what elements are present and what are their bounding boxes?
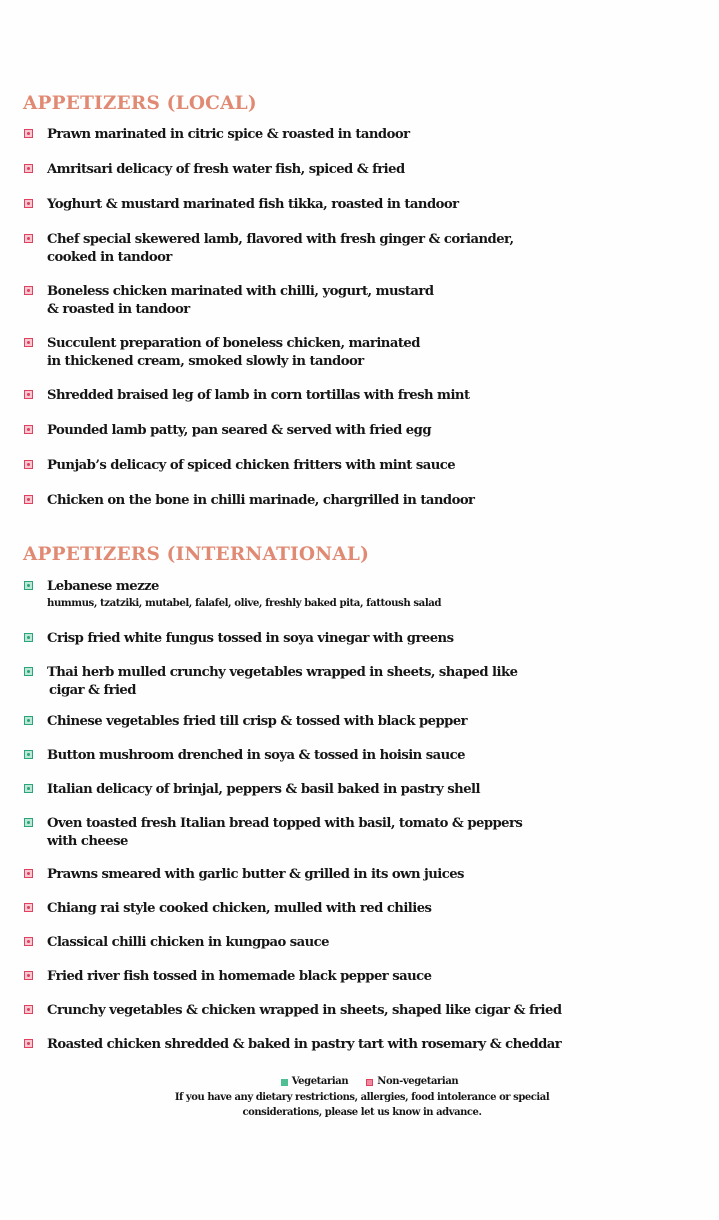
non-veg-marker-icon xyxy=(24,425,33,434)
menu-item xyxy=(24,968,607,986)
legend xyxy=(0,1075,719,1089)
veg-marker-icon xyxy=(24,633,33,642)
item-name: Roasted chicken shredded & baked in pastry tart with rosemary & cheddar xyxy=(47,1037,562,1052)
non-veg-marker-icon xyxy=(24,234,33,243)
item-name: Lebanese mezze xyxy=(47,579,159,594)
menu-item xyxy=(24,492,607,510)
veg-marker-icon xyxy=(24,581,33,590)
menu-item xyxy=(24,630,607,648)
menu-item xyxy=(24,781,607,799)
non-veg-marker-icon xyxy=(24,937,33,946)
item-name: Prawn marinated in citric spice & roasted in tandoor xyxy=(47,127,410,142)
item-name: Crisp fried white fungus tossed in soya vinegar with greens xyxy=(47,631,454,646)
veg-marker-icon xyxy=(24,750,33,759)
dietary-notice-line: considerations, please let us know in advance. xyxy=(242,1107,482,1118)
menu-item xyxy=(24,457,607,475)
menu-item xyxy=(24,815,607,850)
non-veg-marker-icon xyxy=(24,495,33,504)
item-name: Punjab’s delicacy of spiced chicken fritters with mint sauce xyxy=(47,458,456,473)
item-name: Chiang rai style cooked chicken, mulled with red chilies xyxy=(47,901,432,916)
non-veg-marker-icon xyxy=(24,199,33,208)
legend-vegetarian-label: Vegetarian xyxy=(291,1076,349,1087)
veg-marker-icon xyxy=(24,716,33,725)
item-name: Chinese vegetables fried till crisp & tossed with black pepper xyxy=(47,714,468,729)
section-title-local: APPETIZERS (LOCAL) xyxy=(23,93,257,114)
item-name: Thai herb mulled crunchy vegetables wrapped in sheets, shaped like xyxy=(47,665,518,680)
item-name: Italian delicacy of brinjal, peppers & basil baked in pastry shell xyxy=(47,782,480,797)
menu-footer xyxy=(0,1075,719,1120)
veg-marker-icon xyxy=(24,667,33,676)
item-name: Button mushroom drenched in soya & tossed in hoisin sauce xyxy=(47,748,465,763)
item-name-continued: & roasted in tandoor xyxy=(47,301,190,317)
item-name: Yoghurt & mustard marinated fish tikka, roasted in tandoor xyxy=(47,197,459,212)
item-name: Classical chilli chicken in kungpao sauce xyxy=(47,935,329,950)
menu-item xyxy=(24,283,607,318)
non-veg-marker-icon xyxy=(24,390,33,399)
item-name: Amritsari delicacy of fresh water fish, spiced & fried xyxy=(47,162,405,177)
menu-item xyxy=(24,664,607,699)
non-veg-marker-icon xyxy=(24,338,33,347)
veg-marker-icon xyxy=(24,784,33,793)
item-name: Oven toasted fresh Italian bread topped with basil, tomato & peppers xyxy=(47,816,523,831)
menu-item xyxy=(24,747,607,765)
menu-item xyxy=(24,387,607,405)
menu-item xyxy=(24,422,607,440)
menu-item xyxy=(24,231,607,266)
menu-item xyxy=(24,866,607,884)
non-veg-marker-icon xyxy=(24,286,33,295)
item-name: Chef special skewered lamb, flavored with fresh ginger & coriander, xyxy=(47,232,514,247)
non-veg-marker-icon xyxy=(24,1039,33,1048)
menu-item xyxy=(24,196,607,214)
item-name-continued: with cheese xyxy=(47,833,128,849)
item-name: Fried river fish tossed in homemade black pepper sauce xyxy=(47,969,432,984)
item-name-continued: cigar & fried xyxy=(49,682,136,698)
item-name: Pounded lamb patty, pan seared & served with fried egg xyxy=(47,423,431,438)
menu-item xyxy=(24,161,607,179)
dietary-notice xyxy=(0,1090,719,1120)
dietary-notice-line: If you have any dietary restrictions, allergies, food intolerance or special xyxy=(174,1092,550,1103)
item-name: Chicken on the bone in chilli marinade, chargrilled in tandoor xyxy=(47,493,475,508)
menu-item xyxy=(24,1002,607,1020)
non-veg-marker-icon xyxy=(24,129,33,138)
menu-item xyxy=(24,1036,607,1054)
menu-item xyxy=(24,126,607,144)
non-veg-marker-icon xyxy=(24,903,33,912)
veg-marker-icon xyxy=(24,818,33,827)
item-name: Prawns smeared with garlic butter & grilled in its own juices xyxy=(47,867,464,882)
non-veg-marker-icon xyxy=(24,869,33,878)
item-name: Succulent preparation of boneless chicken, marinated xyxy=(47,336,420,351)
non-veg-marker-icon xyxy=(24,971,33,980)
section-title-international: APPETIZERS (INTERNATIONAL) xyxy=(23,544,370,565)
item-description: hummus, tzatziki, mutabel, falafel, olive, freshly baked pita, fattoush salad xyxy=(47,596,442,609)
non-veg-swatch-icon xyxy=(366,1079,373,1086)
menu-item xyxy=(24,578,607,610)
menu-item xyxy=(24,934,607,952)
non-veg-marker-icon xyxy=(24,1005,33,1014)
item-name-continued: in thickened cream, smoked slowly in tandoor xyxy=(47,353,364,369)
veg-swatch-icon xyxy=(281,1079,288,1086)
menu-item xyxy=(24,335,607,370)
item-name-continued: cooked in tandoor xyxy=(47,249,172,265)
item-name: Boneless chicken marinated with chilli, yogurt, mustard xyxy=(47,284,434,299)
item-name: Crunchy vegetables & chicken wrapped in sheets, shaped like cigar & fried xyxy=(47,1003,562,1018)
non-veg-marker-icon xyxy=(24,460,33,469)
non-veg-marker-icon xyxy=(24,164,33,173)
legend-non-vegetarian xyxy=(366,1075,458,1089)
menu-item xyxy=(24,900,607,918)
menu-item xyxy=(24,713,607,731)
legend-vegetarian xyxy=(281,1075,348,1089)
legend-non-vegetarian-label: Non-vegetarian xyxy=(377,1076,459,1087)
item-name: Shredded braised leg of lamb in corn tortillas with fresh mint xyxy=(47,388,470,403)
